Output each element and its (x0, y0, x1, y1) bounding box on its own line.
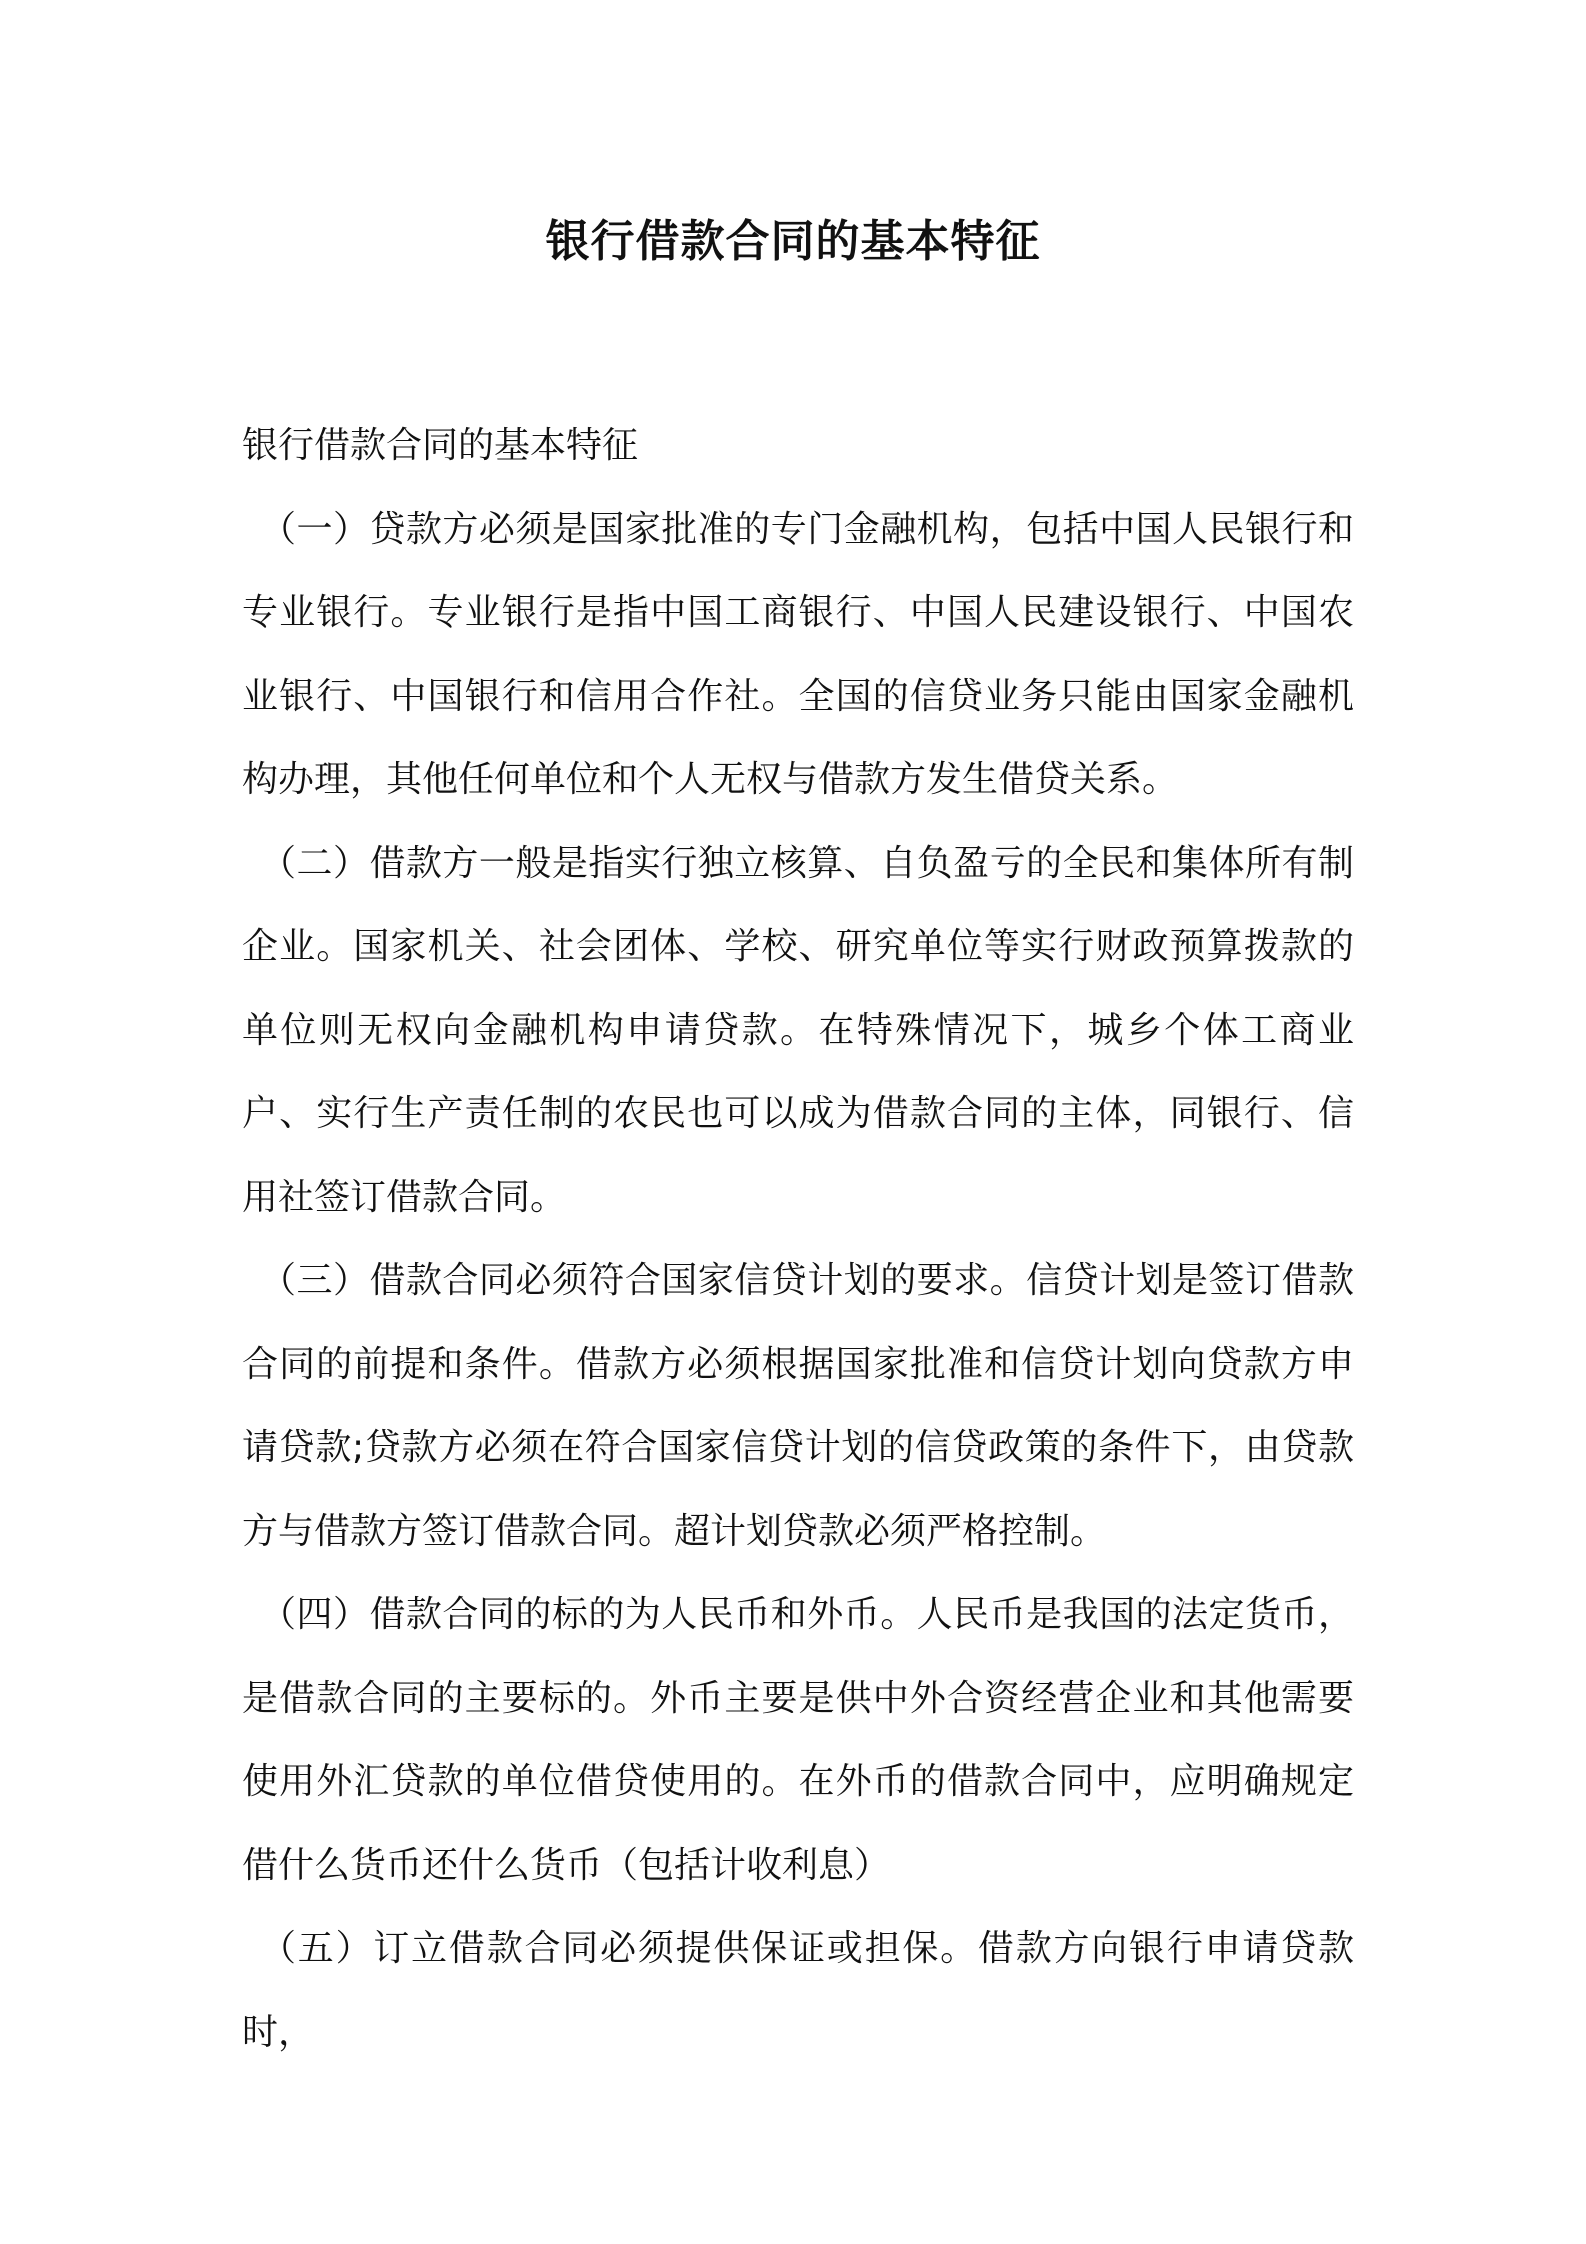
document-title: 银行借款合同的基本特征 (545, 216, 1041, 267)
paragraph-1: （一）贷款方必须是国家批准的专门金融机构，包括中国人民银行和专业银行。专业银行是指中国工商银行、中国人民建设银行、中国农业银行、中国银行和信用合作社。全国的信贷业务只能由国家金融机构办理，其他任何单位和个人无权与借款方发生借贷关系。 (242, 508, 1354, 800)
document-body (242, 404, 1354, 2074)
paragraph-2: （二）借款方一般是指实行独立核算、自负盈亏的全民和集体所有制企业。国家机关、社会团体、学校、研究单位等实行财政预算拨款的单位则无权向金融机构申请贷款。在特殊情况下，城乡个体工商业户、实行生产责任制的农民也可以成为借款合同的主体，同银行、信用社签订借款合同。 (242, 842, 1354, 1218)
section-subheading: 银行借款合同的基本特征 (242, 425, 639, 466)
paragraph-3: （三）借款合同必须符合国家信贷计划的要求。信贷计划是签订借款合同的前提和条件。借款方必须根据国家批准和信贷计划向贷款方申请贷款;贷款方必须在符合国家信贷计划的信贷政策的条件下，由贷款方与借款方签订借款合同。超计划贷款必须严格控制。 (242, 1260, 1354, 1552)
paragraph-4: （四）借款合同的标的为人民币和外币。人民币是我国的法定货币，是借款合同的主要标的。外币主要是供中外合资经营企业和其他需要使用外汇贷款的单位借贷使用的。在外币的借款合同中，应明确规定借什么货币还什么货币（包括计收利息） (242, 1594, 1354, 1886)
paragraph-5: （五）订立借款合同必须提供保证或担保。借款方向银行申请贷款时， (242, 1928, 1354, 2053)
